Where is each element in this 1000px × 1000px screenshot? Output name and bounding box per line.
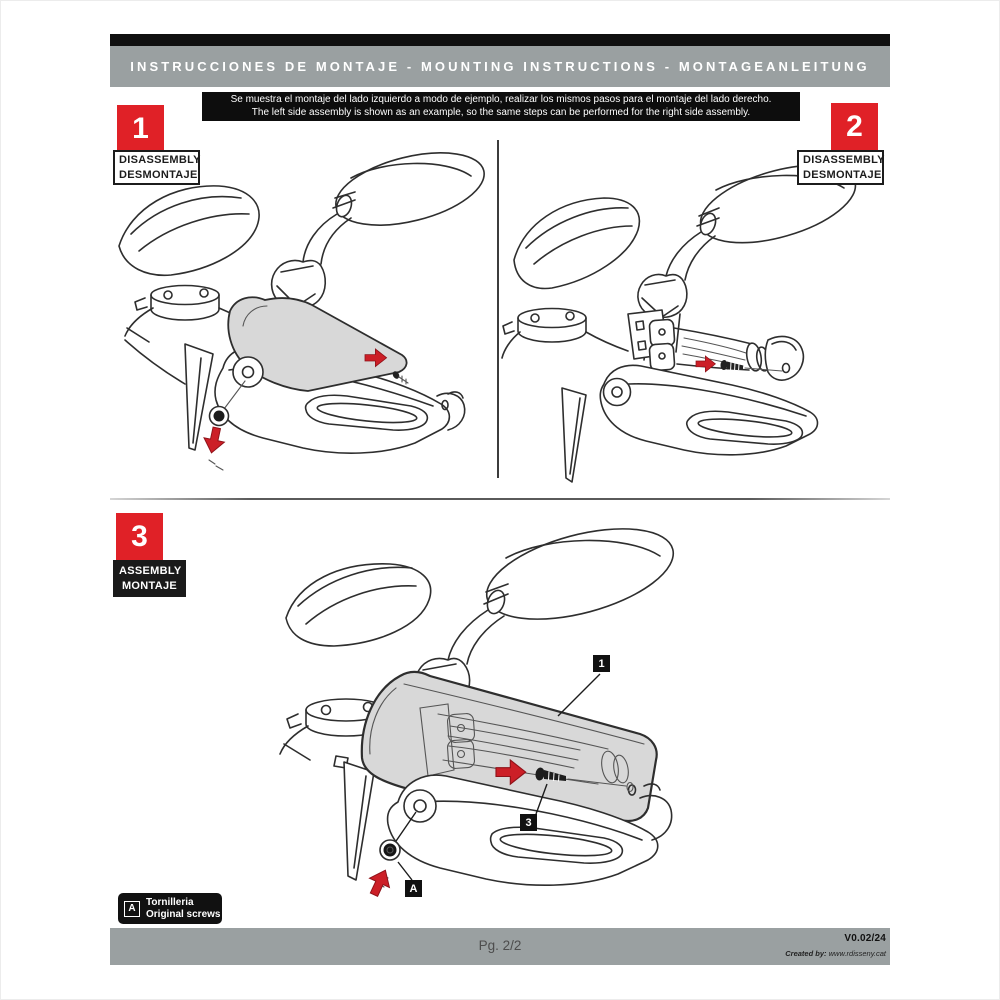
hardware-badge — [118, 893, 222, 924]
step3-number-badge — [116, 513, 163, 560]
step3-label-box — [113, 560, 186, 597]
hardware-badge-text — [146, 897, 220, 920]
callout-original-screw-label: A — [409, 882, 418, 895]
top-black-bar — [110, 34, 890, 46]
callout-new-screw — [520, 814, 537, 831]
page-number — [110, 938, 890, 953]
drawing-step1-disassembly — [115, 148, 497, 483]
page-title: INSTRUCCIONES DE MONTAJE - MOUNTING INSTRUCTIONS - MONTAGEANLEITUNG — [130, 59, 870, 74]
notice-line-es: Se muestra el montaje del lado izquierdo a modo de ejemplo, realizar los mismos pasos para el montaje del lado derecho. — [230, 94, 772, 105]
hardware-badge-line-es: Tornilleria — [146, 897, 194, 908]
credit-line — [785, 949, 886, 958]
step2-number: 2 — [846, 109, 863, 143]
red-arrow-up-icon — [364, 866, 395, 900]
credit-label: Created by: — [785, 949, 827, 958]
header-title-bar — [110, 46, 890, 87]
pivot-bolt — [233, 357, 263, 387]
step2-label-en: DISASSEMBLY — [803, 154, 885, 166]
version-text: V0.02/24 — [844, 933, 886, 944]
step1-number: 1 — [132, 111, 149, 145]
brake-reservoir — [502, 309, 628, 359]
callout-original-screw — [405, 880, 422, 897]
headlight-cowl — [119, 186, 259, 275]
hardware-badge-line-en: Original screws — [146, 908, 221, 920]
step1-label-es: DESMONTAJE — [119, 168, 198, 181]
callout-windshield — [593, 655, 610, 672]
screw-type-a-icon — [124, 901, 140, 917]
step2-label-box — [797, 150, 884, 185]
drawing-step3-assembly — [240, 518, 702, 922]
brake-lever — [185, 344, 213, 450]
version-label — [844, 933, 886, 944]
notice-line-en: The left side assembly is shown as an example, so the same steps can be performed for the right side assembly. — [251, 106, 751, 118]
mirror — [448, 511, 683, 664]
step3-label-es: MONTAJE — [121, 579, 178, 592]
step3-label-en: ASSEMBLY — [119, 565, 182, 577]
mirror — [303, 140, 491, 264]
step2-label-es: DESMONTAJE — [803, 168, 882, 181]
callout-new-screw-label: 3 — [525, 816, 532, 829]
switch-housing — [628, 310, 675, 371]
section-divider — [110, 498, 890, 500]
headlight-cowl — [514, 198, 639, 288]
step3-number: 3 — [131, 519, 148, 553]
notice-banner — [202, 92, 800, 121]
step1-label-box — [113, 150, 200, 185]
screw-type-letter: A — [128, 903, 136, 914]
credit-url: www.rdisseny.cat — [828, 949, 886, 958]
headlight-cowl — [286, 564, 431, 646]
red-arrow-icon — [696, 356, 715, 372]
brake-lever — [562, 388, 586, 482]
callout-windshield-label: 1 — [598, 657, 605, 670]
step2-number-badge — [831, 103, 878, 150]
step1-number-badge — [117, 105, 164, 152]
barend-bracket — [765, 336, 803, 380]
step1-label-en: DISASSEMBLY — [119, 154, 201, 166]
panel-divider — [497, 140, 499, 478]
page-number-text: Pg. 2/2 — [478, 938, 522, 953]
red-arrow-down-icon — [201, 426, 227, 455]
brake-lever — [344, 762, 374, 880]
